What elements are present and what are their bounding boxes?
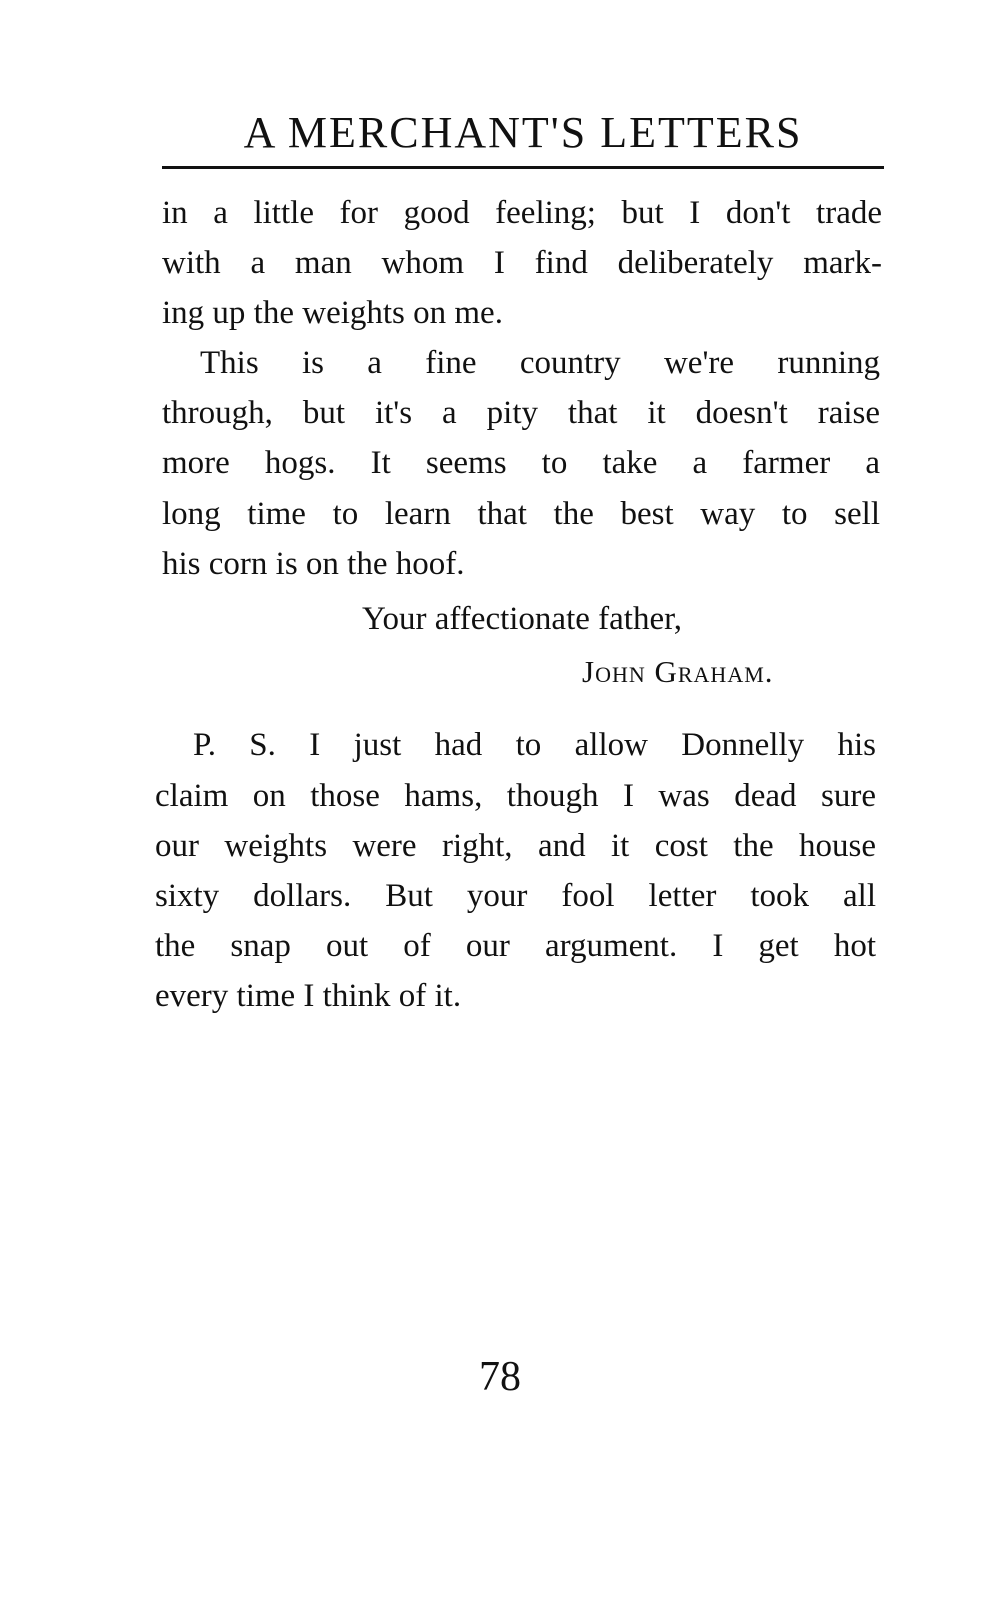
text-line: the snap out of our argument. I get hot xyxy=(155,928,876,964)
text-line: through, but it's a pity that it doesn't raise xyxy=(162,395,880,431)
text-line: our weights were right, and it cost the house xyxy=(155,828,876,864)
text-line: long time to learn that the best way to sell xyxy=(162,496,880,532)
text-line: in a little for good feeling; but I don't trade xyxy=(162,195,882,231)
text-line: ing up the weights on me. xyxy=(162,295,503,331)
text-line: This is a fine country we're running xyxy=(200,345,880,381)
text-line: sixty dollars. But your fool letter took all xyxy=(155,878,876,914)
text-line: with a man whom I find deliberately mark- xyxy=(162,245,882,281)
text-line: his corn is on the hoof. xyxy=(162,546,465,582)
text-line: every time I think of it. xyxy=(155,978,462,1014)
page-number: 78 xyxy=(479,1354,521,1400)
signature: John Graham. xyxy=(582,654,774,689)
letter-closing: Your affectionate father, xyxy=(362,601,683,637)
text-line: claim on those hams, though I was dead sure xyxy=(155,778,876,814)
header-rule xyxy=(162,166,884,169)
running-head: A MERCHANT'S LETTERS xyxy=(243,108,803,157)
text-line: more hogs. It seems to take a farmer a xyxy=(162,445,880,481)
text-line: P. S. I just had to allow Donnelly his xyxy=(193,727,876,763)
